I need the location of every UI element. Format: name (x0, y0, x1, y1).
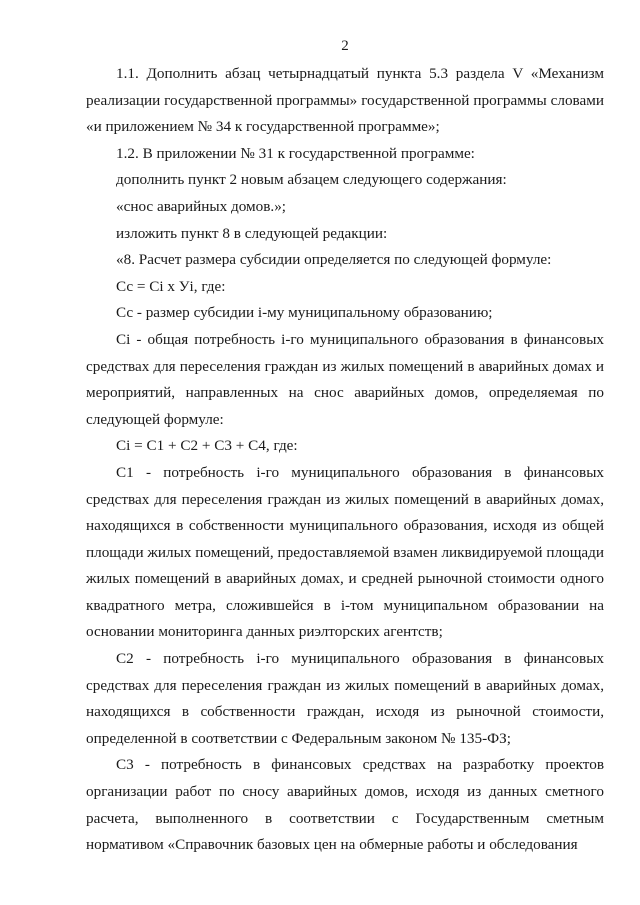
paragraph-1-1: 1.1. Дополнить абзац четырнадцатый пункта 5.3 раздела V «Механизм реализации государственной программы» государственной программы словами «и приложением № 34 к государственной программе»; (86, 65, 604, 136)
paragraph-quote-demolition: «снос аварийных домов.»; (116, 197, 287, 215)
definition-cc: Сс - размер субсидии i-му муниципальному образованию; (116, 304, 493, 322)
paragraph-1-2: 1.2. В приложении № 31 к государственной программе: (116, 144, 475, 162)
definition-ci: Ci - общая потребность i-го муниципального образования в финансовых средствах для переселения граждан из жилых помещений в аварийных домах и мероприятий, направленных на снос аварийных домов, определяемая по следующей формуле: (86, 330, 604, 428)
definition-c3: С3 - потребность в финансовых средствах на разработку проектов организации работ по сносу аварийных домов, исходя из данных сметного расчета, выполненного в соответствии с Государственным сметным нормативом «Справочник базовых цен на обмерные работы и обследования (86, 756, 604, 854)
paragraph-restate-item-8: изложить пункт 8 в следующей редакции: (116, 224, 388, 242)
definition-c1: С1 - потребность i-го муниципального образования в финансовых средствах для переселения граждан из жилых помещений в аварийных домах, находящихся в собственности муниципального образования, исходя из общей площади жилых помещений, предоставляемой взамен ликвидируемой площади жилых помещений в аварийных домах, и средней рыночной стоимости одного квадратного метра, сложившейся в i-том муниципальном образовании на основании мониторинга данных риэлторских агентств; (86, 463, 604, 641)
page-number: 2 (341, 38, 349, 54)
paragraph-add-item: дополнить пункт 2 новым абзацем следующего содержания: (116, 171, 507, 189)
definition-c2: С2 - потребность i-го муниципального образования в финансовых средствах для переселения граждан из жилых помещений в аварийных домах, находящихся в собственности граждан, исходя из рыночной стоимости, определенной в соответствии с Федеральным законом № 135-ФЗ; (86, 650, 604, 747)
formula-ci: Ci = С1 + С2 + С3 + С4, где: (116, 437, 298, 455)
formula-subsidy: Сс = Ci х Уi, где: (116, 277, 226, 295)
paragraph-item-8: «8. Расчет размера субсидии определяется по следующей формуле: (116, 251, 552, 269)
